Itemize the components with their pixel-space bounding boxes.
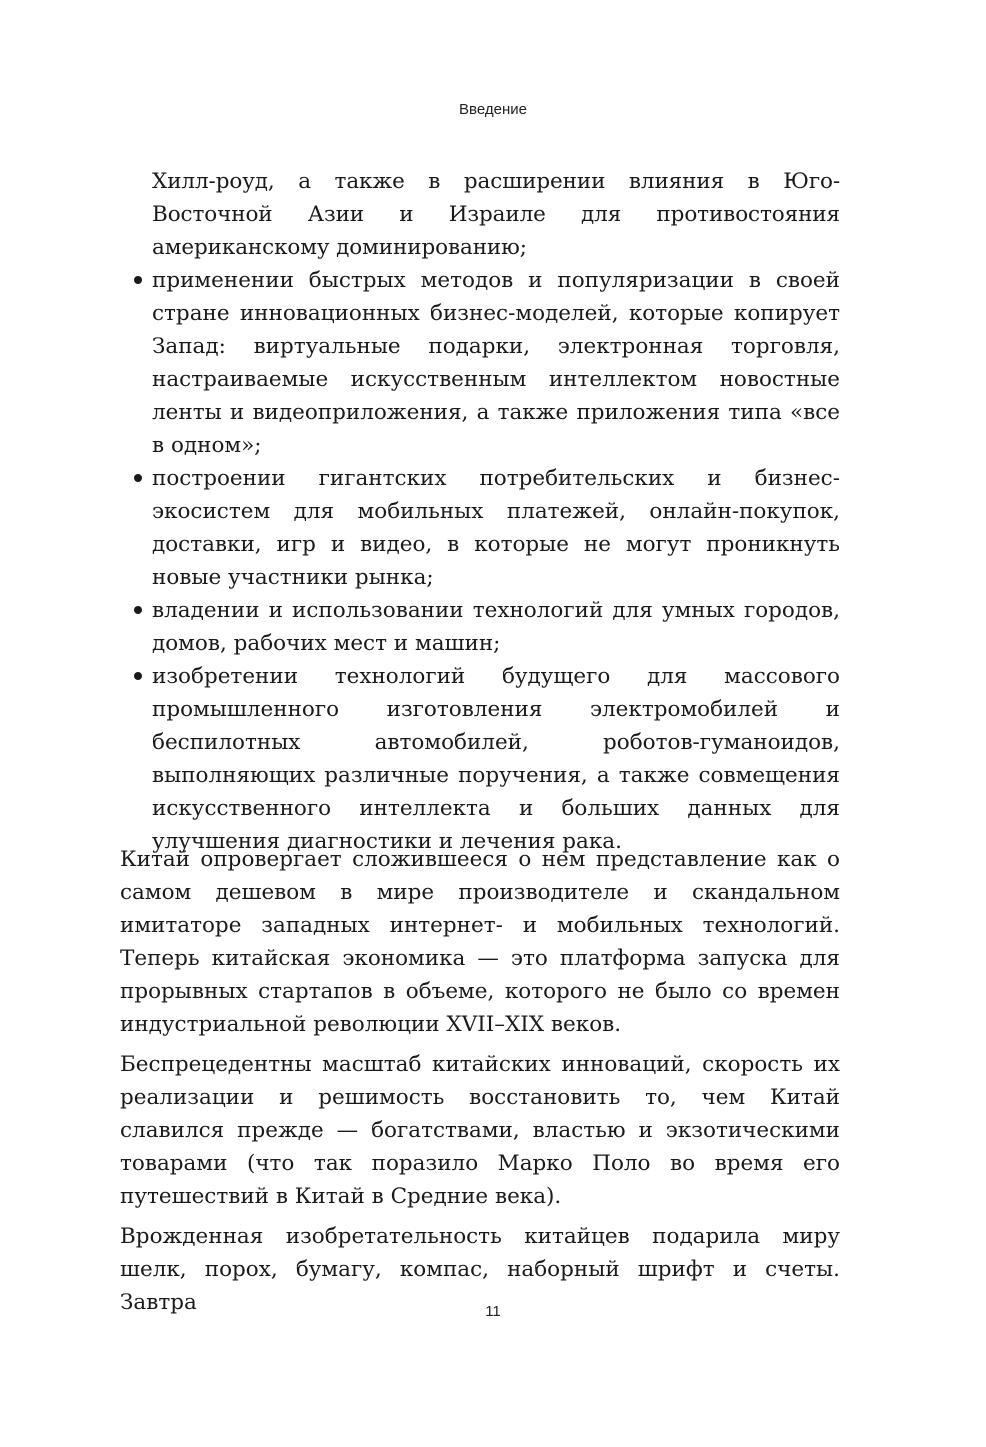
bullet-text: построении гигантских потребительских и бизнес-экосистем для мобильных платежей, онлайн-покупок, доставки, игр и видео, в которые не могут проникнуть новые участники рынка; — [152, 466, 840, 590]
paragraph: Китай опровергает сложившееся о нем представление как о самом дешевом в мире производителе и скандальном имитаторе западных интернет- и мобильных технологий. Теперь китайская экономика — это платформа запуска для прорывных стартапов в объеме, которого не было со времен индустриальной революции XVII–XIX веков. — [120, 847, 840, 1037]
bullet-item — [120, 594, 840, 660]
bullet-item — [120, 462, 840, 594]
bullet-icon — [134, 276, 142, 284]
bullet-text: применении быстрых методов и популяризации в своей стране инновационных бизнес-моделей, которые копирует Запад: виртуальные подарки, электронная торговля, настраиваемые искусственным интеллектом новостные ленты и видеоприложения, а также приложения типа «все в одном»; — [152, 268, 840, 458]
bullet-text: владении и использовании технологий для умных городов, домов, рабочих мест и машин; — [152, 598, 840, 656]
continuation-paragraph: Хилл-роуд, а также в расширении влияния в Юго-Восточной Азии и Израиле для противостояния американскому доминированию; — [152, 169, 840, 260]
bullet-item — [120, 660, 840, 858]
paragraph: Врожденная изобретательность китайцев подарила миру шелк, порох, бумагу, компас, наборный шрифт и счеты. Завтра — [120, 1224, 840, 1315]
page-number: 11 — [485, 1303, 501, 1320]
bullet-icon — [134, 606, 142, 614]
bullet-icon — [134, 474, 142, 482]
bullet-item — [120, 264, 840, 462]
running-header: Введение — [459, 101, 527, 118]
bullet-text: изобретении технологий будущего для массового промышленного изготовления электромобилей и беспилотных автомобилей, роботов-гуманоидов, выполняющих различные поручения, а также совмещения искусственного интеллекта и больших данных для улучшения диагностики и лечения рака. — [152, 664, 840, 854]
bullet-list — [120, 264, 840, 858]
body-text — [120, 843, 840, 1319]
bullet-icon — [134, 672, 142, 680]
paragraph: Беспрецедентны масштаб китайских инноваций, скорость их реализации и решимость восстановить то, чем Китай славился прежде — богатствами, властью и экзотическими товарами (что так поразило Марко Поло во время его путешествий в Китай в Средние века). — [120, 1052, 840, 1209]
